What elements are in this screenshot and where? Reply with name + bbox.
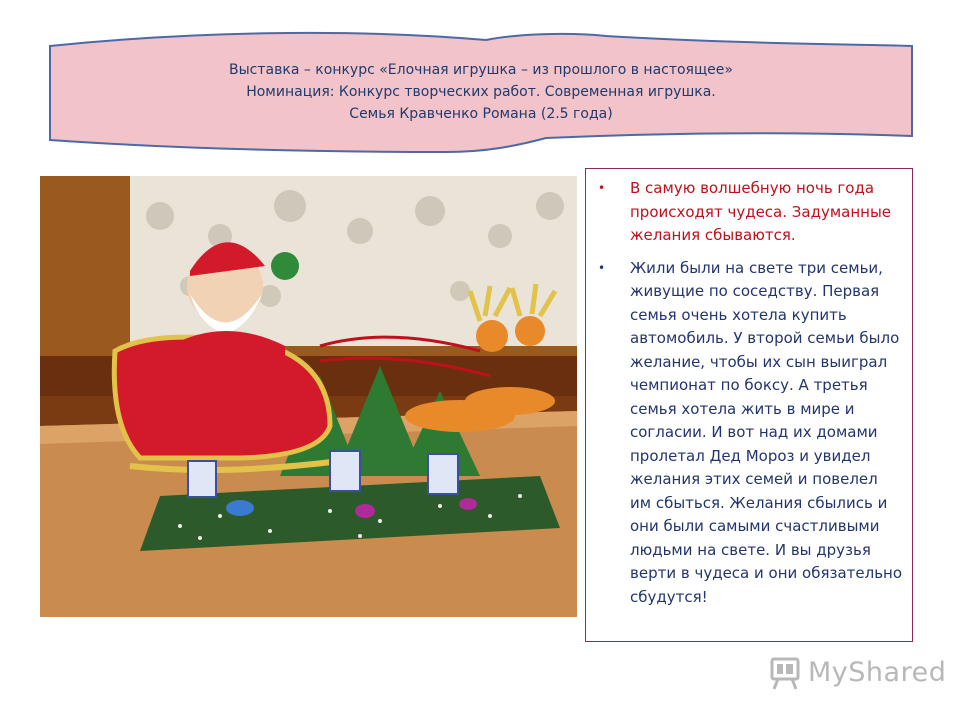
bullet-item-2 [586, 257, 902, 610]
bullet-item-1 [586, 177, 902, 248]
presentation-board-icon [768, 655, 804, 691]
bullet-list [586, 177, 902, 609]
banner-line-3: Семья Кравченко Романа (2.5 года) [349, 106, 613, 122]
watermark-text: MyShared [808, 657, 947, 688]
title-banner [46, 28, 916, 154]
santa-sleigh-photo [40, 176, 577, 617]
bullet-icon: • [598, 260, 606, 275]
banner-line-2: Номинация: Конкурс творческих работ. Современная игрушка. [246, 84, 716, 100]
bullet-text-2: Жили были на свете три семьи, живущие по соседству. Первая семья очень хотела купить автомобиль. У второй семьи было желание, чтобы их сын выиграл чемпионат по боксу. А третья семья хотела жить в мире и согласии. И вот над их домами пролетал Дед Мороз и увидел желания этих семей и повелел им сбыться. Желания сбылись и они были самыми счастливыми людьми на свете. И вы друзья верти в чудеса и они обязательно сбудутся! [630, 258, 903, 606]
banner-line-1: Выставка – конкурс «Елочная игрушка – из прошлого в настоящее» [229, 62, 733, 78]
bullet-text-1: В самую волшебную ночь года происходят чудеса. Задуманные желания сбываются. [630, 179, 892, 244]
bullet-icon: • [598, 181, 606, 195]
story-text-box [585, 168, 913, 642]
myshared-watermark [768, 655, 947, 695]
banner-text [46, 59, 916, 125]
